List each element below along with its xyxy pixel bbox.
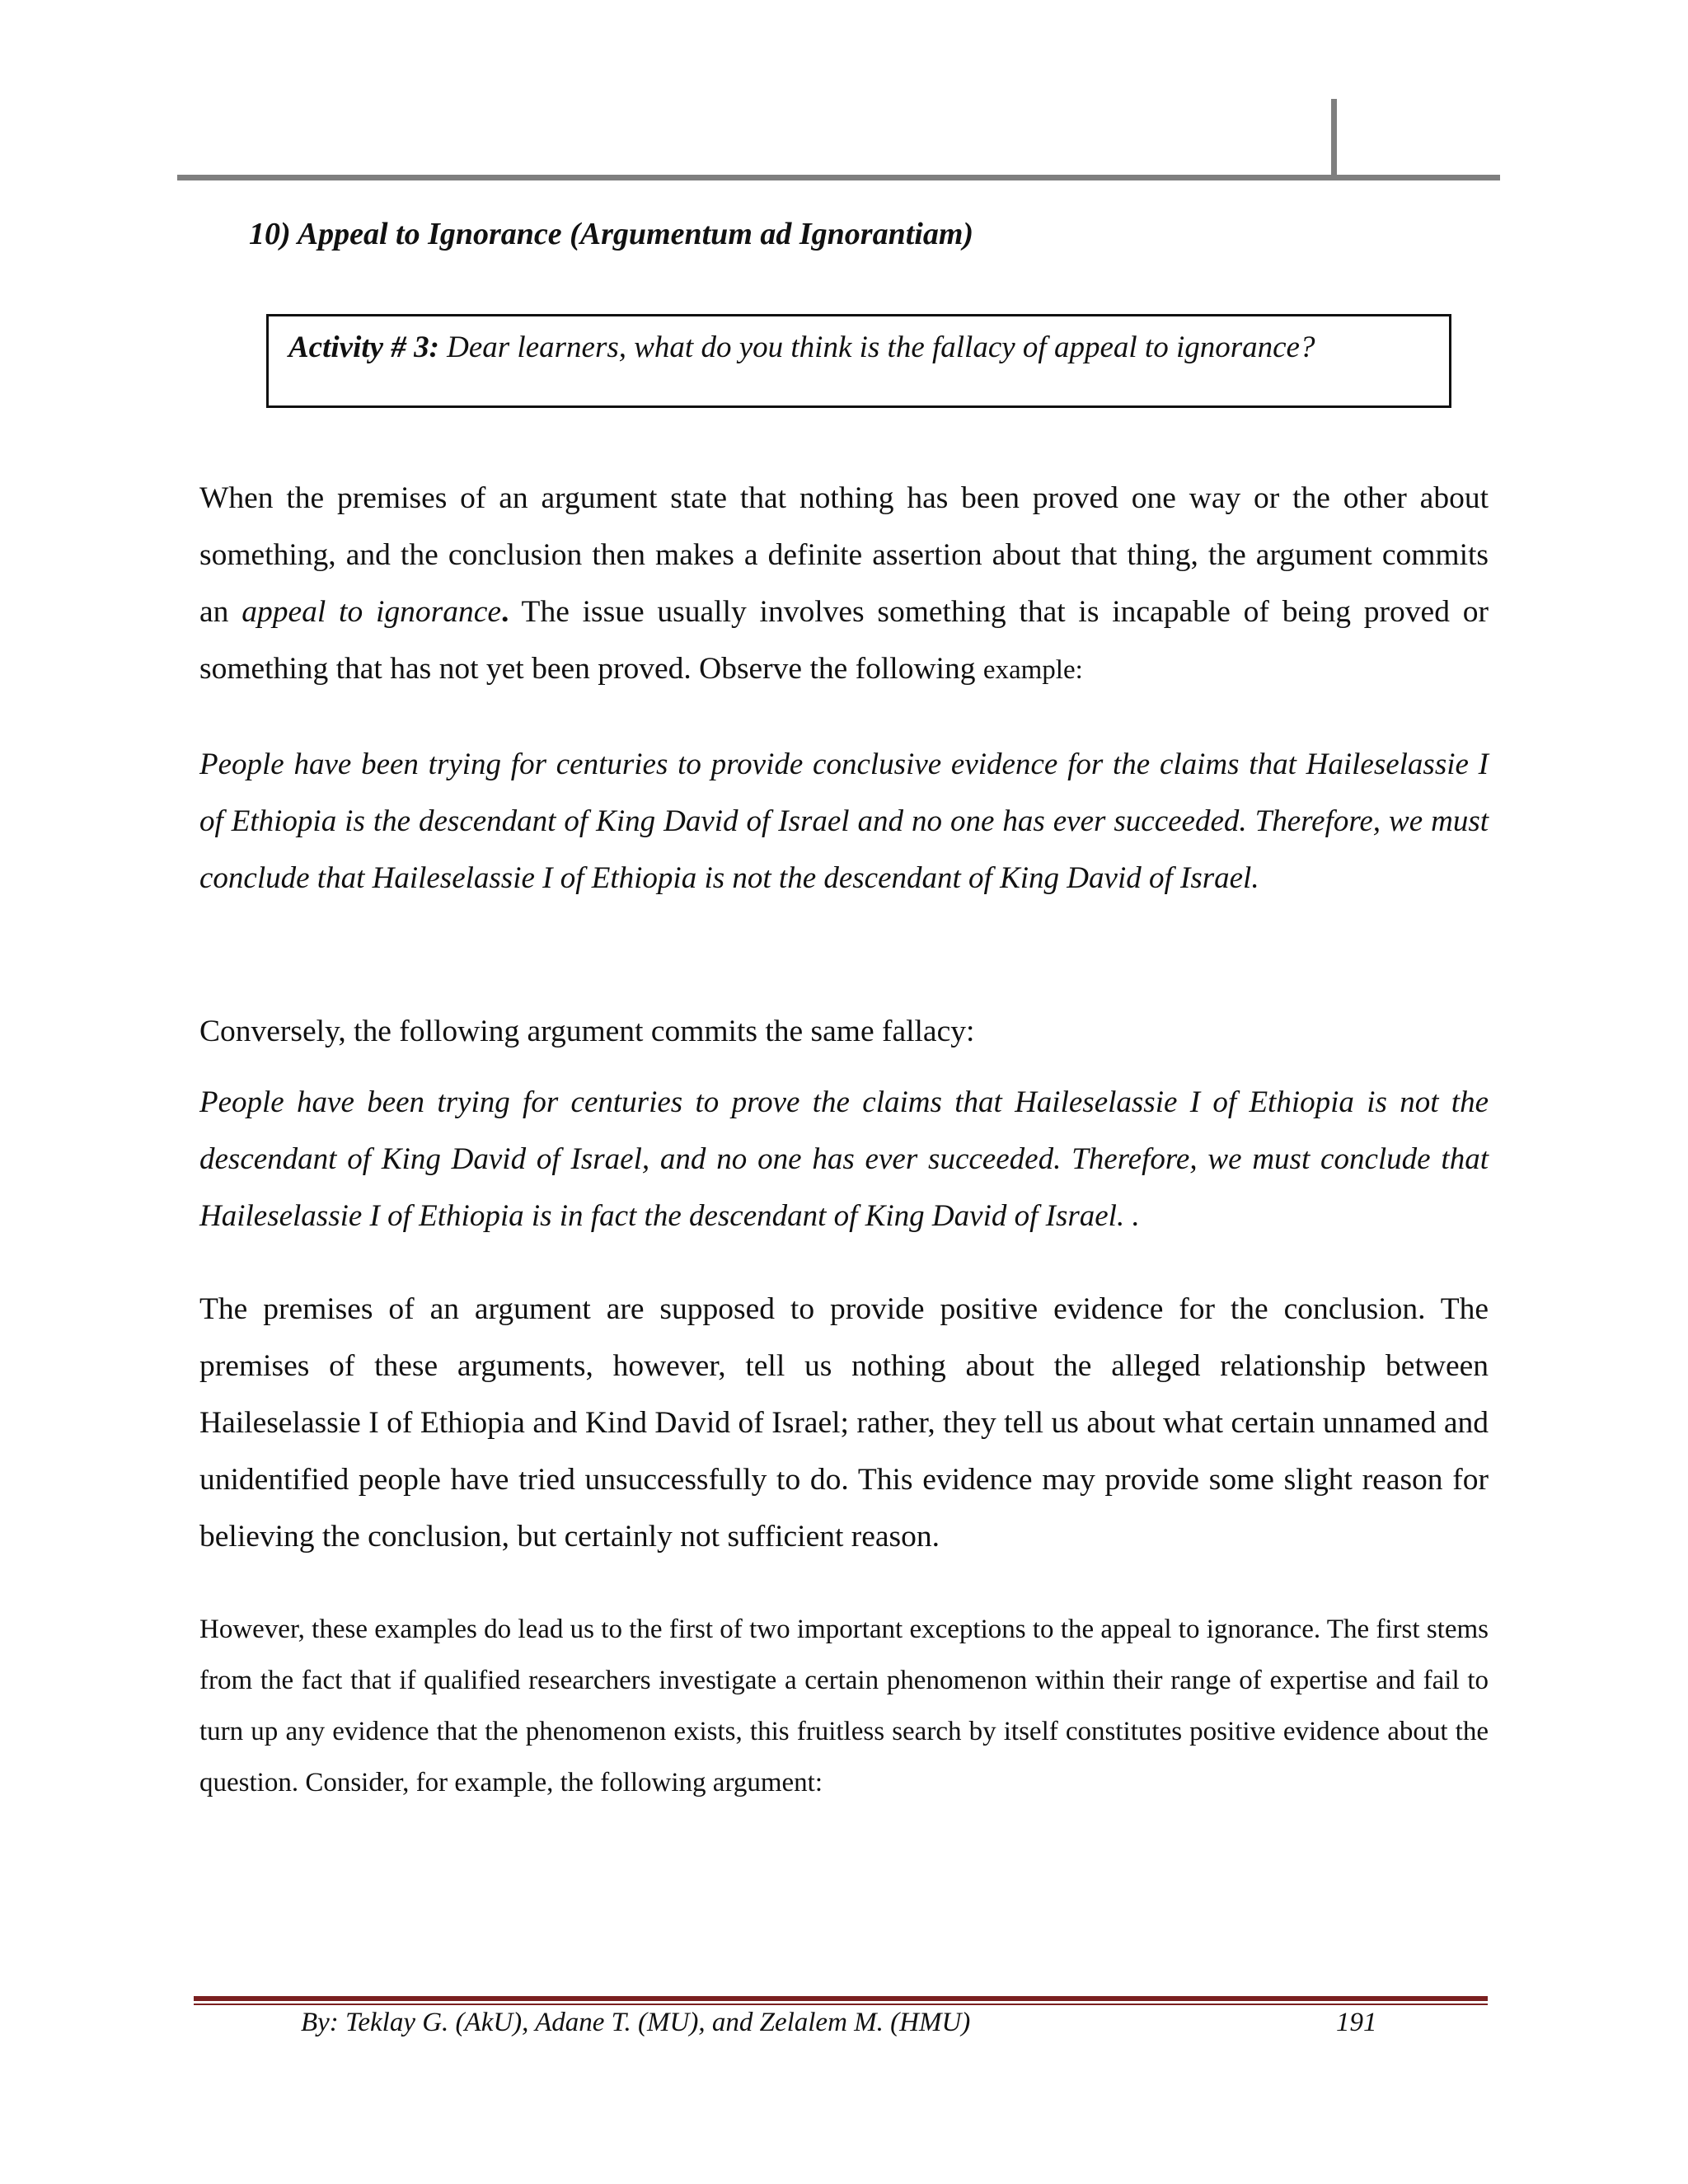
footer-rule-thin — [194, 2004, 1488, 2005]
paragraph-1 — [199, 470, 1489, 699]
header-tick — [1331, 99, 1337, 178]
paragraph-1-text-continued: The issue usually involves something that is incapable of being proved or something that has not yet been proved. Observe the following — [199, 595, 1489, 686]
conversely-line: Conversely, the following argument commits the same fallacy: — [199, 1015, 975, 1048]
activity-text — [288, 330, 1315, 365]
paragraph-2: The premises of an argument are supposed to provide positive evidence for the conclusion. The premises of these arguments, however, tell us nothing about the alleged relationship between Haileselassie I of Ethiopia and Kind David of Israel; rather, they tell us about what certain unnamed and unidentified people have tried unsuccessfully to do. This evidence may provide some slight reason for believing the conclusion, but certainly not sufficient reason. — [199, 1292, 1489, 1554]
term-period: . — [501, 595, 509, 629]
activity-question: Dear learners, what do you think is the fallacy of appeal to ignorance? — [438, 330, 1315, 364]
example-2: People have been trying for centuries to prove the claims that Haileselassie I of Ethiopia is not the descendant of King David of Israel, and no one has ever succeeded. Therefore, we must conclude that Haileselassie I of Ethiopia is in fact the descendant of King David of Israel. . — [199, 1085, 1489, 1233]
example-1: People have been trying for centuries to provide conclusive evidence for the claims that Haileselassie I of Ethiopia is the descendant of King David of Israel and no one has ever succeeded. Therefore, we must conclude that Haileselassie I of Ethiopia is not the descendant of King David of Israel. — [199, 748, 1489, 895]
example-word: example: — [982, 655, 1083, 685]
section-heading: 10) Appeal to Ignorance (Argumentum ad Ignorantiam) — [249, 217, 974, 251]
paragraph-3: However, these examples do lead us to the first of two important exceptions to the appeal to ignorance. The first stems from the fact that if qualified researchers investigate a certain phenomenon within their range of expertise and fail to turn up any evidence that the phenomenon exists, this fruitless search by itself constitutes positive evidence about the question. Consider, for example, the following argument: — [199, 1615, 1489, 1797]
page-number: 191 — [1336, 2008, 1377, 2037]
appeal-to-ignorance-term: appeal to ignorance — [241, 595, 502, 629]
paragraph-1-text: When the premises of an argument state that nothing has been proved one way or the other about something, and the conclusion then makes a definite assertion about that thing, the argument commits an — [199, 481, 1489, 629]
activity-label: Activity # 3: — [288, 330, 439, 364]
footer-rule — [194, 1996, 1488, 2001]
header-rule — [177, 175, 1500, 180]
footer-authors: By: Teklay G. (AkU), Adane T. (MU), and Zelalem M. (HMU) — [301, 2008, 971, 2037]
activity-box — [266, 314, 1451, 408]
